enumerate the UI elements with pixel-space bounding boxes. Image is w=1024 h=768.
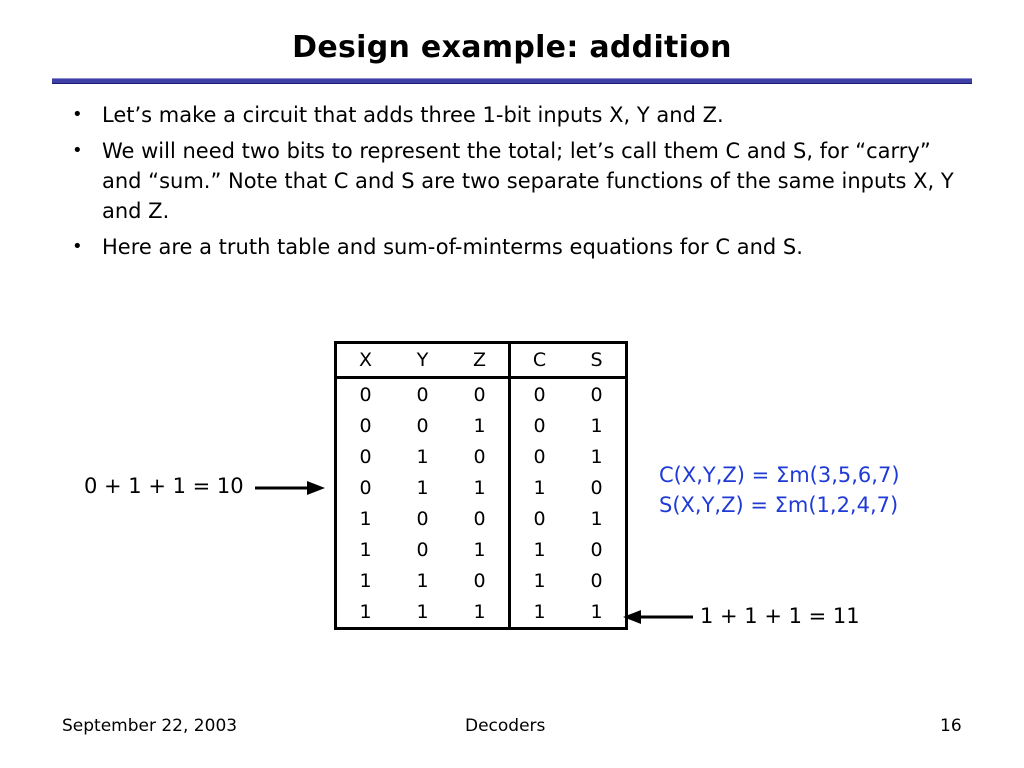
table-cell: 1 (416, 445, 429, 468)
table-cell: 0 (473, 383, 486, 406)
table-cell: 1 (590, 414, 603, 437)
bullet-text: Let’s make a circuit that adds three 1-bit inputs X, Y and Z. (102, 103, 724, 127)
table-cell: 0 (416, 538, 429, 561)
table-cell: 0 (510, 410, 569, 441)
table-cell: 1 (473, 414, 486, 437)
table-cell: 1 (416, 476, 429, 499)
table-cell: 0 (473, 569, 486, 592)
footer-topic: Decoders (465, 716, 546, 736)
bullet-text: Here are a truth table and sum-of-minterms equations for C and S. (102, 235, 803, 259)
table-cell: 1 (473, 476, 486, 499)
slide-title: Design example: addition (292, 30, 732, 65)
table-cell: 0 (510, 503, 569, 534)
bullet-icon: • (72, 140, 83, 161)
table-cell: 0 (510, 441, 569, 472)
table-cell: 0 (473, 445, 486, 468)
bullet-item (72, 136, 972, 226)
table-cell: 0 (359, 383, 372, 406)
table-row (336, 441, 627, 472)
table-cell: 0 (359, 414, 372, 437)
table-row (336, 410, 627, 441)
table-cell: 0 (359, 445, 372, 468)
title-divider (52, 78, 972, 84)
table-cell: 0 (510, 378, 569, 411)
table-row (336, 596, 627, 629)
table-cell: 1 (510, 596, 569, 629)
table-cell: 0 (416, 383, 429, 406)
table-cell: 0 (473, 507, 486, 530)
bullet-icon: • (72, 236, 83, 257)
table-row (336, 503, 627, 534)
table-cell: 1 (416, 569, 429, 592)
table-row (336, 565, 627, 596)
table-cell: 0 (590, 383, 603, 406)
table-cell: 0 (590, 538, 603, 561)
header-c: C (510, 343, 569, 378)
table-cell: 1 (473, 538, 486, 561)
bullet-item (72, 232, 972, 262)
arrow-right-icon (255, 478, 327, 498)
annotation-right: 1 + 1 + 1 = 11 (700, 604, 860, 628)
table-cell: 1 (359, 600, 372, 623)
table-cell: 1 (473, 600, 486, 623)
footer-date: September 22, 2003 (62, 716, 238, 736)
minterm-equations (659, 460, 900, 520)
table-cell: 1 (359, 569, 372, 592)
table-cell: 1 (510, 565, 569, 596)
bullet-icon: • (72, 104, 83, 125)
table-cell: 1 (359, 507, 372, 530)
table-row (336, 472, 627, 503)
table-cell: 1 (590, 600, 603, 623)
table-cell: 0 (590, 476, 603, 499)
table-cell: 1 (510, 534, 569, 565)
table-cell: 1 (359, 538, 372, 561)
annotation-left: 0 + 1 + 1 = 10 (84, 474, 244, 498)
table-row (336, 534, 627, 565)
sum-equation: S(X,Y,Z) = Σm(1,2,4,7) (659, 493, 899, 517)
header-x: X (336, 343, 395, 378)
header-y: Y (394, 343, 451, 378)
arrow-left-icon (621, 607, 693, 627)
table-cell: 0 (416, 507, 429, 530)
truth-table (334, 341, 628, 630)
table-header-row (336, 343, 627, 378)
table-cell: 0 (416, 414, 429, 437)
table-cell: 1 (416, 600, 429, 623)
table-cell: 0 (359, 476, 372, 499)
bullet-item (72, 100, 972, 130)
table-cell: 0 (590, 569, 603, 592)
bullet-list (72, 100, 972, 268)
bullet-text: We will need two bits to represent the total; let’s call them C and S, for “carry” and “sum.” Note that C and S are two separate functions of the same inputs X, Y and Z. (102, 139, 954, 223)
table-cell: 1 (510, 472, 569, 503)
table-cell: 1 (590, 507, 603, 530)
table-cell: 1 (590, 445, 603, 468)
header-s: S (568, 343, 627, 378)
carry-equation: C(X,Y,Z) = Σm(3,5,6,7) (659, 463, 900, 487)
footer-page-number: 16 (940, 716, 962, 736)
header-z: Z (451, 343, 510, 378)
table-row (336, 378, 627, 411)
